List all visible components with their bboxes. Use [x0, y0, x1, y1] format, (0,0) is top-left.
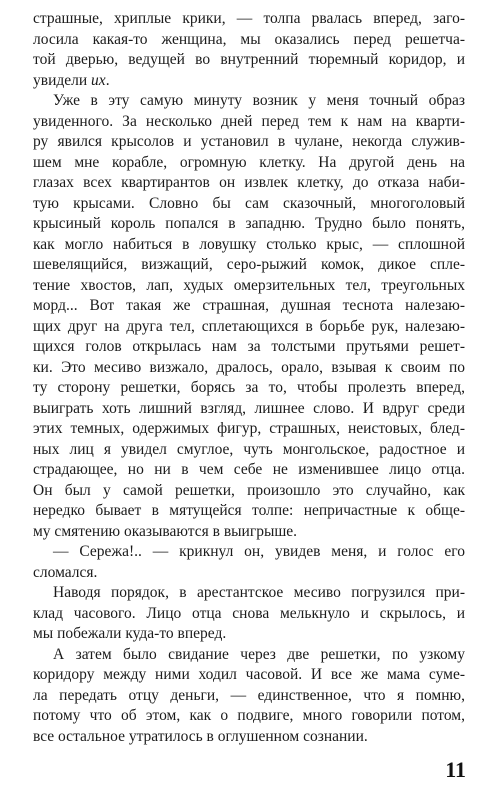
text-line: клад часового. Лицо отца снова мелькнуло и скрылось, и	[33, 604, 465, 622]
text-line: Наводя порядок, в арестантское месиво погрузился при-	[53, 584, 465, 601]
paragraph	[33, 645, 465, 748]
text-line: шевелящийся, визжащий, серо-рыжий комок, дикое спле-	[33, 256, 465, 273]
text-line: му смятению оказываются в выигрыше.	[33, 522, 298, 540]
text-line: шем мне корабле, огромную клетку. На другой день на	[33, 153, 465, 171]
paragraph	[33, 91, 465, 542]
text-line: ла передать отцу деньги, — единственное, что я помню,	[33, 686, 465, 704]
text-line: — Сережа!.. — крикнул он, увидев меня, и голос его	[53, 543, 465, 560]
text-line: сломался.	[33, 563, 98, 581]
text-line: коридору между ними ходил часовой. И все же мама суме-	[33, 666, 465, 683]
paragraph	[33, 542, 465, 583]
text-segment: .	[105, 71, 110, 89]
paragraph	[33, 583, 465, 645]
text-line: выиграть хоть лишний взгляд, лишнее слово. И вдруг среди	[33, 399, 465, 417]
paragraph	[33, 9, 465, 91]
text-line: ру явился крысолов и установил в чулане, некогда служив-	[33, 133, 465, 150]
text-line: этих темных, одержимых фигур, страшных, неистовых, блед-	[33, 420, 465, 437]
text-line: страдающее, но ни в чем себе не изменившее лицо отца.	[33, 461, 465, 478]
text-line: щихся голов открылась нам за толстыми прутьями решет-	[33, 338, 465, 355]
text-line: как могло набиться в ловушку столько крыс, — сплошной	[33, 235, 465, 253]
text-line: крысиный король попался в западню. Трудно было понять,	[33, 215, 465, 232]
text-line: нередко бывает в мятущейся толпе: непричастные к обще-	[33, 502, 465, 519]
page-text	[33, 9, 465, 747]
text-line: увиденного. За несколько дней перед тем к нам на кварти-	[33, 112, 465, 130]
text-line: ки. Это месиво визжало, дралось, орало, взывая к своим по	[33, 358, 465, 376]
page-number: 11	[445, 757, 466, 782]
text-line: той дверью, ведущей во внутренний тюремный коридор, и	[33, 51, 465, 68]
text-line	[33, 71, 465, 92]
italic-text: их	[91, 71, 106, 89]
text-line: А затем было свидание через две решетки, по узкому	[53, 645, 465, 663]
text-line: лосила какая-то женщина, мы оказались перед решетча-	[33, 30, 465, 48]
text-line: щих друг на друга тел, сплетающихся в борьбе рук, налезаю-	[33, 317, 465, 335]
text-line: тение хвостов, лап, худых омерзительных тел, треугольных	[33, 276, 465, 294]
text-line: ных лиц я увидел смуглое, чуть монгольское, радостное и	[33, 440, 465, 458]
text-line: тую крысами. Словно бы сам сказочный, многоголовый	[33, 194, 465, 212]
text-line: все остальное утратилось в оглушенном сознании.	[33, 727, 368, 745]
text-line: глазах всех квартирантов он извлек клетку, до отказа наби-	[33, 174, 465, 191]
text-line: Он был у самой решетки, произошло это случайно, как	[33, 481, 465, 499]
text-line: потому что об этом, как о подвиге, много говорили потом,	[33, 707, 465, 724]
text-line: Уже в эту самую минуту возник у меня точный образ	[53, 92, 465, 109]
text-line: мы побежали куда-то вперед.	[33, 625, 227, 642]
text-line: ту сторону решетки, борясь за то, чтобы пролезть вперед,	[33, 379, 465, 396]
text-line: морд... Вот такая же страшная, душная теснота налезаю-	[33, 297, 465, 314]
text-segment: увидели	[33, 71, 92, 89]
text-line: страшные, хриплые крики, — толпа рвалась вперед, заго-	[33, 10, 465, 27]
